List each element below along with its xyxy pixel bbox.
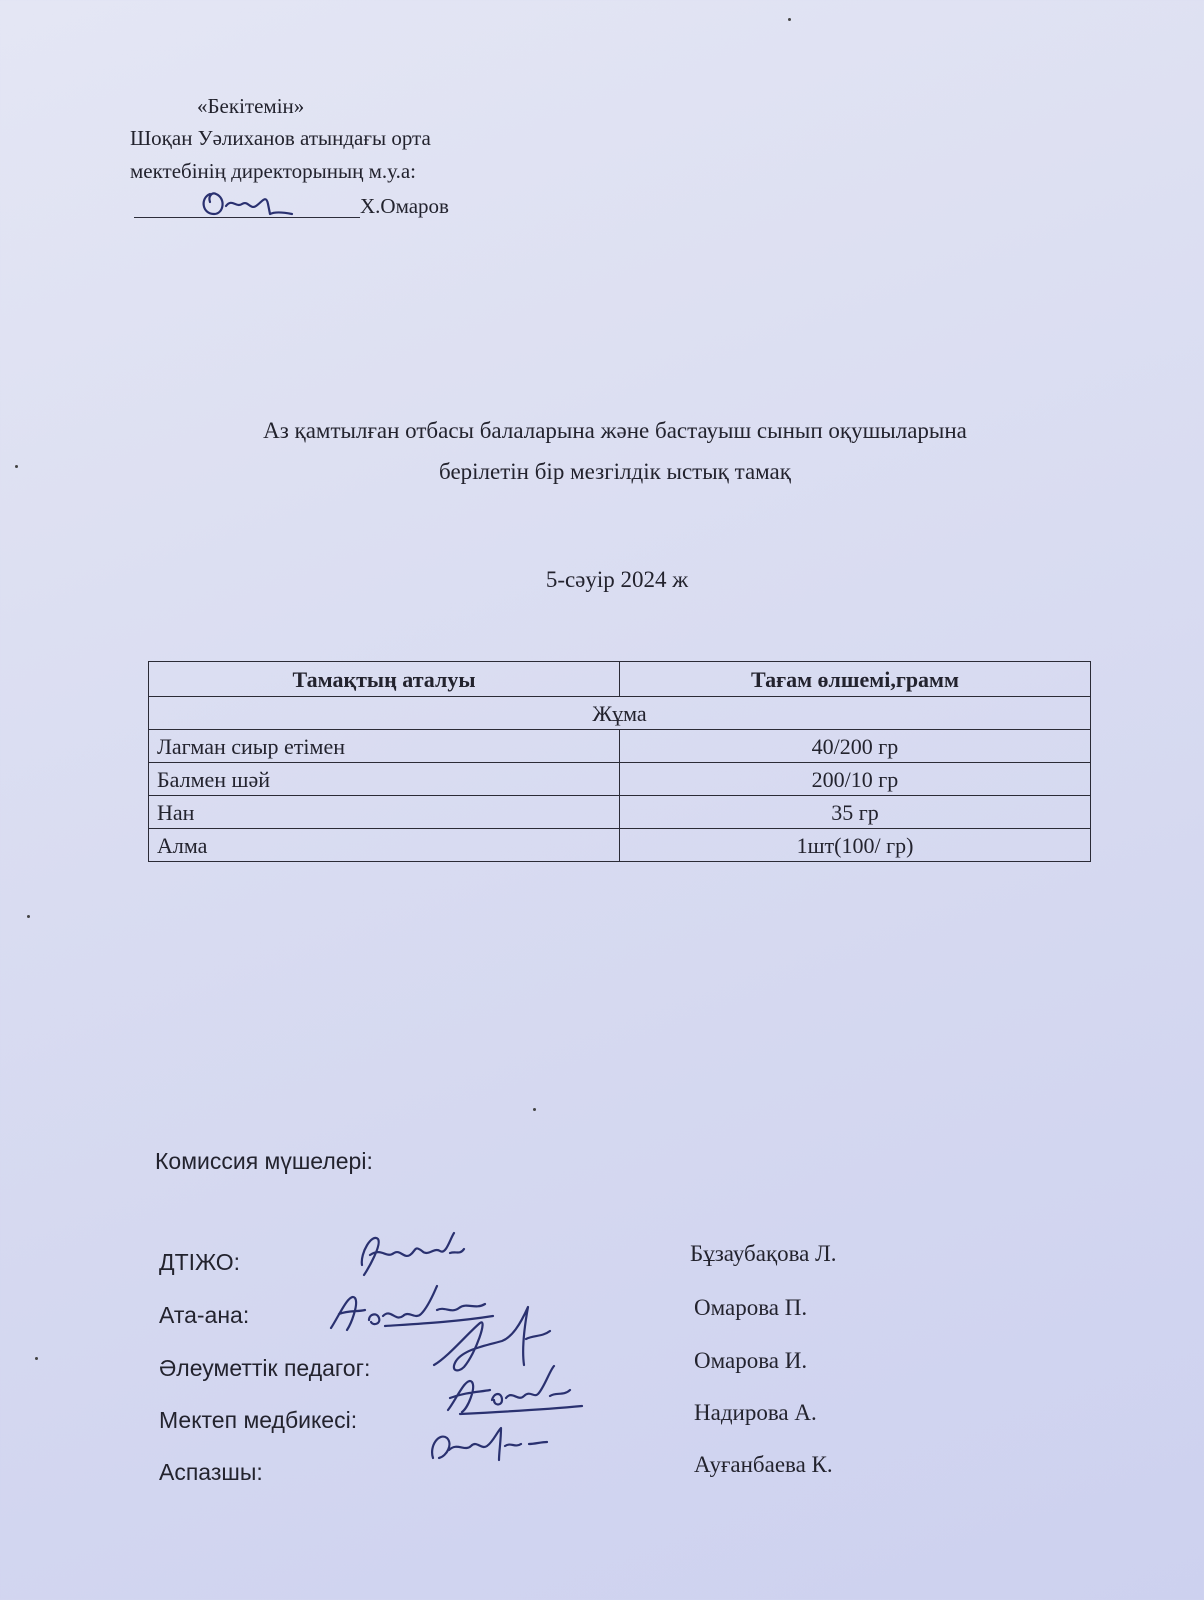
- table-row: [149, 829, 1091, 862]
- menu-table: [148, 661, 1091, 862]
- scan-speck: [15, 465, 18, 468]
- approval-line-2: мектебінің директорының м.у.а:: [130, 159, 416, 183]
- scan-speck: [788, 18, 791, 21]
- document-heading-line-2: берілетін бір мезгілдік ыстық тамақ: [439, 459, 791, 484]
- commission-title: Комиссия мүшелері:: [155, 1148, 373, 1174]
- member-role: ДТІЖО:: [159, 1249, 241, 1275]
- approval-title: «Бекітемін»: [197, 94, 305, 118]
- dish-portion: 35 гр: [620, 796, 1091, 829]
- signature-icon: [425, 1422, 555, 1472]
- member-name: Ауғанбаева К.: [694, 1452, 833, 1477]
- member-name: Омарова П.: [694, 1295, 808, 1320]
- member-role: Ата-ана:: [159, 1302, 250, 1328]
- table-row: [149, 730, 1091, 763]
- document-heading-line-1: Аз қамтылған отбасы балаларына және бастауыш сынып оқушыларына: [263, 418, 967, 443]
- scan-speck: [533, 1108, 536, 1111]
- member-name: Надирова А.: [694, 1400, 817, 1425]
- member-role: Мектеп медбикесі:: [159, 1407, 358, 1433]
- dish-portion: 40/200 гр: [620, 730, 1091, 763]
- approval-line-1: Шоқан Уәлиханов атындағы орта: [130, 126, 431, 150]
- table-row: [149, 763, 1091, 796]
- director-signature-icon: [196, 184, 296, 220]
- column-header-dish: Тамақтың аталуы: [149, 662, 620, 697]
- signature-icon: [440, 1362, 590, 1422]
- document-date: 5-сәуір 2024 ж: [545, 567, 689, 592]
- scan-speck: [27, 915, 30, 918]
- dish-portion: 200/10 гр: [620, 763, 1091, 796]
- table-day-row: [149, 697, 1091, 730]
- member-name: Омарова И.: [694, 1348, 808, 1373]
- director-signature-row: [134, 190, 474, 224]
- table-row: [149, 796, 1091, 829]
- member-role: Әлеуметтік педагог:: [159, 1355, 371, 1381]
- member-role: Аспазшы:: [159, 1459, 263, 1485]
- member-name: Бұзаубақова Л.: [690, 1241, 837, 1266]
- dish-name: Балмен шәй: [149, 763, 620, 796]
- signature-icon: [352, 1225, 472, 1285]
- dish-portion: 1шт(100/ гр): [620, 829, 1091, 862]
- table-header-row: [149, 662, 1091, 697]
- dish-name: Алма: [149, 829, 620, 862]
- scan-speck: [35, 1357, 38, 1360]
- dish-name: Нан: [149, 796, 620, 829]
- column-header-portion: Тағам өлшемі,грамм: [620, 662, 1091, 697]
- dish-name: Лагман сиыр етімен: [149, 730, 620, 763]
- director-name: Х.Омаров: [360, 194, 449, 218]
- day-label: Жұма: [149, 697, 1091, 730]
